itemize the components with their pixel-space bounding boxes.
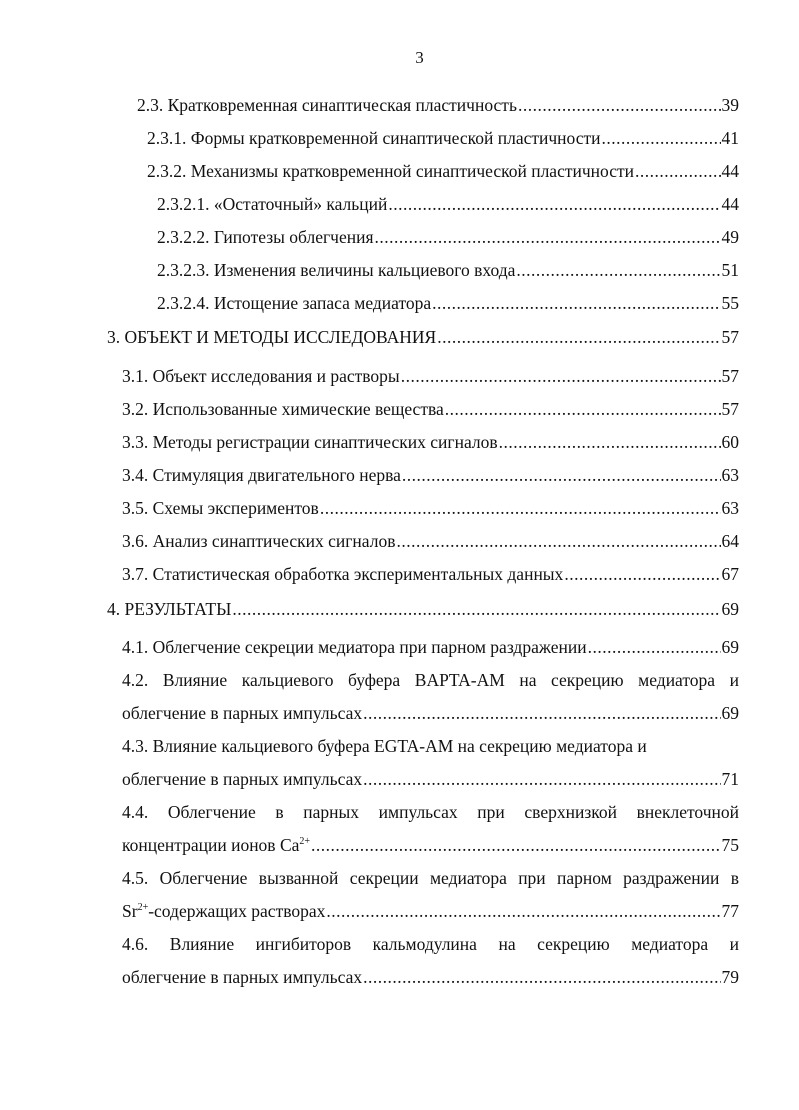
toc-entry-page: 44	[721, 194, 739, 214]
dot-leader	[402, 464, 721, 486]
toc-entry-page: 39	[721, 95, 739, 115]
toc-entry-label-cont	[122, 834, 310, 856]
dot-leader	[432, 292, 720, 314]
toc-entry-line1[interactable]	[122, 669, 739, 691]
toc-entry-label: 3. ОБЪЕКТ И МЕТОДЫ ИССЛЕДОВАНИЯ	[107, 327, 437, 347]
dot-leader	[363, 966, 720, 988]
toc-entry-label-cont	[122, 900, 325, 922]
toc-entry-page: 79	[721, 967, 739, 987]
ion-name: концентрации ионов Ca	[122, 835, 300, 855]
toc-entry-page: 57	[721, 399, 739, 419]
toc-entry-label: 4.5. Облегчение вызванной секреции медиатора при парном раздражении в	[122, 868, 739, 888]
toc-entry-label: 3.5. Схемы экспериментов	[122, 498, 319, 518]
toc-entry-label-cont: облегчение в парных импульсах	[122, 967, 363, 987]
toc-entry-label-cont: облегчение в парных импульсах	[122, 703, 363, 723]
toc-entry[interactable]	[122, 530, 739, 552]
toc-entry-line2[interactable]	[122, 768, 739, 790]
toc-entry-label: 2.3.2. Механизмы кратковременной синаптической пластичности	[147, 161, 634, 181]
toc-entry[interactable]	[157, 259, 739, 281]
dot-leader	[311, 834, 720, 856]
toc-entry-label: 2.3.1. Формы кратковременной синаптической пластичности	[147, 128, 601, 148]
toc-entry-line1[interactable]	[122, 801, 739, 823]
toc-entry[interactable]	[122, 431, 739, 453]
dot-leader	[602, 127, 721, 149]
toc-entry-line1[interactable]	[122, 867, 739, 889]
dot-leader	[363, 768, 720, 790]
toc-entry-page: 44	[721, 161, 739, 181]
toc-entry[interactable]	[122, 636, 739, 658]
toc-entry-line2[interactable]	[122, 900, 739, 922]
toc-entry[interactable]	[122, 497, 739, 519]
toc-entry-page: 51	[721, 260, 739, 280]
dot-leader	[437, 326, 720, 348]
toc-entry-label-cont: облегчение в парных импульсах	[122, 769, 363, 789]
dot-leader	[375, 226, 721, 248]
toc-entry-label: 4.4. Облегчение в парных импульсах при сверхнизкой внеклеточной	[122, 802, 739, 822]
toc-entry-page: 75	[721, 835, 739, 855]
dot-leader	[396, 530, 720, 552]
dot-leader	[232, 598, 720, 620]
toc-entry[interactable]	[122, 398, 739, 420]
toc-entry[interactable]	[107, 326, 739, 348]
toc-entry-label: 3.6. Анализ синаптических сигналов	[122, 531, 396, 551]
toc-entry-page: 67	[721, 564, 739, 584]
toc-entry-page: 63	[721, 498, 739, 518]
dot-leader	[320, 497, 721, 519]
dot-leader	[564, 563, 720, 585]
toc-entry-line2[interactable]	[122, 834, 739, 856]
toc-entry-page: 41	[721, 128, 739, 148]
toc-entry[interactable]	[122, 464, 739, 486]
toc-entry-page: 57	[721, 366, 739, 386]
ion-name: Sr	[122, 901, 138, 921]
ion-charge: 2+	[137, 902, 149, 913]
dot-leader	[445, 398, 721, 420]
toc-entry-page: 49	[721, 227, 739, 247]
toc-entry-label: 4.6. Влияние ингибиторов кальмодулина на секрецию медиатора и	[122, 934, 739, 954]
toc-entry[interactable]	[157, 193, 739, 215]
toc-entry[interactable]	[137, 94, 739, 116]
toc-entry-page: 57	[721, 327, 739, 347]
toc-entry-page: 63	[721, 465, 739, 485]
toc-entry-label: 2.3.2.4. Истощение запаса медиатора	[157, 293, 432, 313]
dot-leader	[516, 259, 720, 281]
toc-entry-label: 4. РЕЗУЛЬТАТЫ	[107, 599, 232, 619]
toc-entry-line1[interactable]	[122, 933, 739, 955]
toc-entry[interactable]	[107, 598, 739, 620]
toc-entry[interactable]	[147, 127, 739, 149]
toc-entry-label: 2.3.2.2. Гипотезы облегчения	[157, 227, 374, 247]
toc-entry-page: 60	[721, 432, 739, 452]
toc-entry[interactable]	[157, 292, 739, 314]
toc-entry[interactable]	[122, 563, 739, 585]
toc-entry-page: 71	[721, 769, 739, 789]
toc-entry[interactable]	[122, 365, 739, 387]
dot-leader	[635, 160, 721, 182]
toc-entry-label: 4.3. Влияние кальциевого буфера EGTA-AM на секрецию медиатора и	[122, 736, 647, 756]
toc-entry-label: 2.3.2.1. «Остаточный» кальций	[157, 194, 388, 214]
dot-leader	[363, 702, 720, 724]
page-number: 3	[415, 48, 424, 67]
toc-entry-page: 69	[721, 703, 739, 723]
toc-entry-label: 3.4. Стимуляция двигательного нерва	[122, 465, 401, 485]
toc-entry-page: 64	[721, 531, 739, 551]
toc-entry[interactable]	[147, 160, 739, 182]
toc-entry-label: 4.1. Облегчение секреции медиатора при парном раздражении	[122, 637, 587, 657]
toc-entry-label: 4.2. Влияние кальциевого буфера BAPTA-AM на секрецию медиатора и	[122, 670, 739, 690]
label-rest: -содержащих растворах	[148, 901, 326, 921]
dot-leader	[518, 94, 721, 116]
toc-entry-label: 2.3.2.3. Изменения величины кальциевого входа	[157, 260, 516, 280]
toc-entry-page: 55	[721, 293, 739, 313]
toc-entry-label: 2.3. Кратковременная синаптическая пластичность	[137, 95, 517, 115]
toc-entry-page: 77	[721, 901, 739, 921]
dot-leader	[326, 900, 720, 922]
ion-charge: 2+	[299, 836, 311, 847]
toc-entry-page: 69	[721, 637, 739, 657]
toc-entry-label: 3.1. Объект исследования и растворы	[122, 366, 400, 386]
dot-leader	[499, 431, 721, 453]
toc-entry-line2[interactable]	[122, 702, 739, 724]
toc-entry-label: 3.2. Использованные химические вещества	[122, 399, 444, 419]
toc-entry-label: 3.7. Статистическая обработка экспериментальных данных	[122, 564, 564, 584]
dot-leader	[388, 193, 720, 215]
toc-entry-line2[interactable]	[122, 966, 739, 988]
toc-entry-label: 3.3. Методы регистрации синаптических сигналов	[122, 432, 498, 452]
toc-entry-page: 69	[721, 599, 739, 619]
toc-entry-line1[interactable]	[122, 735, 739, 757]
dot-leader	[588, 636, 721, 658]
dot-leader	[401, 365, 721, 387]
toc-entry[interactable]	[157, 226, 739, 248]
